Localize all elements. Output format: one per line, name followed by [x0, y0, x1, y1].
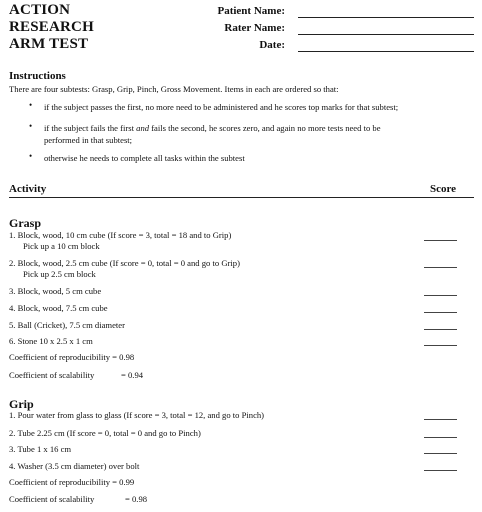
bullet-icon: • — [29, 121, 33, 131]
header-divider — [9, 197, 474, 198]
grip-score-1[interactable] — [424, 419, 457, 420]
grasp-scalability-label: Coefficient of scalability — [9, 370, 95, 380]
date-field[interactable] — [298, 51, 474, 52]
rater-name-label: Rater Name: — [224, 22, 285, 34]
bullet-icon: • — [29, 151, 33, 161]
grip-item-3: 3. Tube 1 x 16 cm — [9, 444, 72, 454]
grasp-item-3: 3. Block, wood, 5 cm cube — [9, 286, 102, 296]
grasp-item-1: 1. Block, wood, 10 cm cube (If score = 3, total = 18 and to Grip) — [9, 230, 232, 240]
grasp-item-5: 5. Ball (Cricket), 7.5 cm diameter — [9, 320, 125, 330]
grasp-reproducibility: Coefficient of reproducibility = 0.98 — [9, 352, 135, 362]
instructions-intro: There are four subtests: Grasp, Grip, Pinch, Gross Movement. Items in each are ordered so that: — [9, 84, 339, 94]
title-line-1: ACTION — [9, 2, 71, 18]
grip-scalability-value: = 0.98 — [125, 494, 148, 504]
grasp-score-3[interactable] — [424, 295, 457, 296]
grasp-score-1[interactable] — [424, 240, 457, 241]
instruction-bullet-2: if the subject fails the first and fails the second, he scores zero, and again no more tests need to be — [44, 123, 381, 133]
patient-name-label: Patient Name: — [217, 5, 285, 17]
grip-score-2[interactable] — [424, 437, 457, 438]
date-label: Date: — [259, 39, 285, 51]
rater-name-field[interactable] — [298, 34, 474, 35]
grip-item-4: 4. Washer (3.5 cm diameter) over bolt — [9, 461, 140, 471]
patient-name-field[interactable] — [298, 17, 474, 18]
grasp-title: Grasp — [9, 216, 42, 230]
grasp-item-4: 4. Block, wood, 7.5 cm cube — [9, 303, 108, 313]
grip-score-4[interactable] — [424, 470, 457, 471]
instruction-bullet-3: otherwise he needs to complete all tasks within the subtest — [44, 153, 245, 163]
grasp-score-5[interactable] — [424, 329, 457, 330]
instruction-bullet-2-cont: performed in that subtest; — [44, 135, 133, 145]
instruction-bullet-1: if the subject passes the first, no more need to be administered and he scores top marks for that subtest; — [44, 102, 399, 112]
grasp-item-6: 6. Stone 10 x 2.5 x 1 cm — [9, 336, 93, 346]
grasp-scalability-value: = 0.94 — [121, 370, 144, 380]
grip-item-2: 2. Tube 2.25 cm (If score = 0, total = 0 and go to Pinch) — [9, 428, 201, 438]
grip-scalability-label: Coefficient of scalability — [9, 494, 95, 504]
score-header: Score — [430, 183, 457, 195]
activity-header: Activity — [9, 183, 47, 195]
grasp-score-4[interactable] — [424, 312, 457, 313]
grip-title: Grip — [9, 397, 34, 411]
grasp-item-1-desc: Pick up a 10 cm block — [23, 241, 100, 251]
grasp-score-2[interactable] — [424, 267, 457, 268]
grasp-item-2: 2. Block, wood, 2.5 cm cube (If score = 0, total = 0 and go to Grip) — [9, 258, 240, 268]
title-line-3: ARM TEST — [9, 36, 89, 52]
grip-score-3[interactable] — [424, 453, 457, 454]
grip-reproducibility: Coefficient of reproducibility = 0.99 — [9, 477, 135, 487]
grip-item-1: 1. Pour water from glass to glass (If score = 3, total = 12, and go to Pinch) — [9, 410, 265, 420]
grasp-item-2-desc: Pick up 2.5 cm block — [23, 269, 96, 279]
title-line-2: RESEARCH — [9, 19, 94, 35]
instructions-heading: Instructions — [9, 70, 66, 82]
bullet-icon: • — [29, 100, 33, 110]
grasp-score-6[interactable] — [424, 345, 457, 346]
